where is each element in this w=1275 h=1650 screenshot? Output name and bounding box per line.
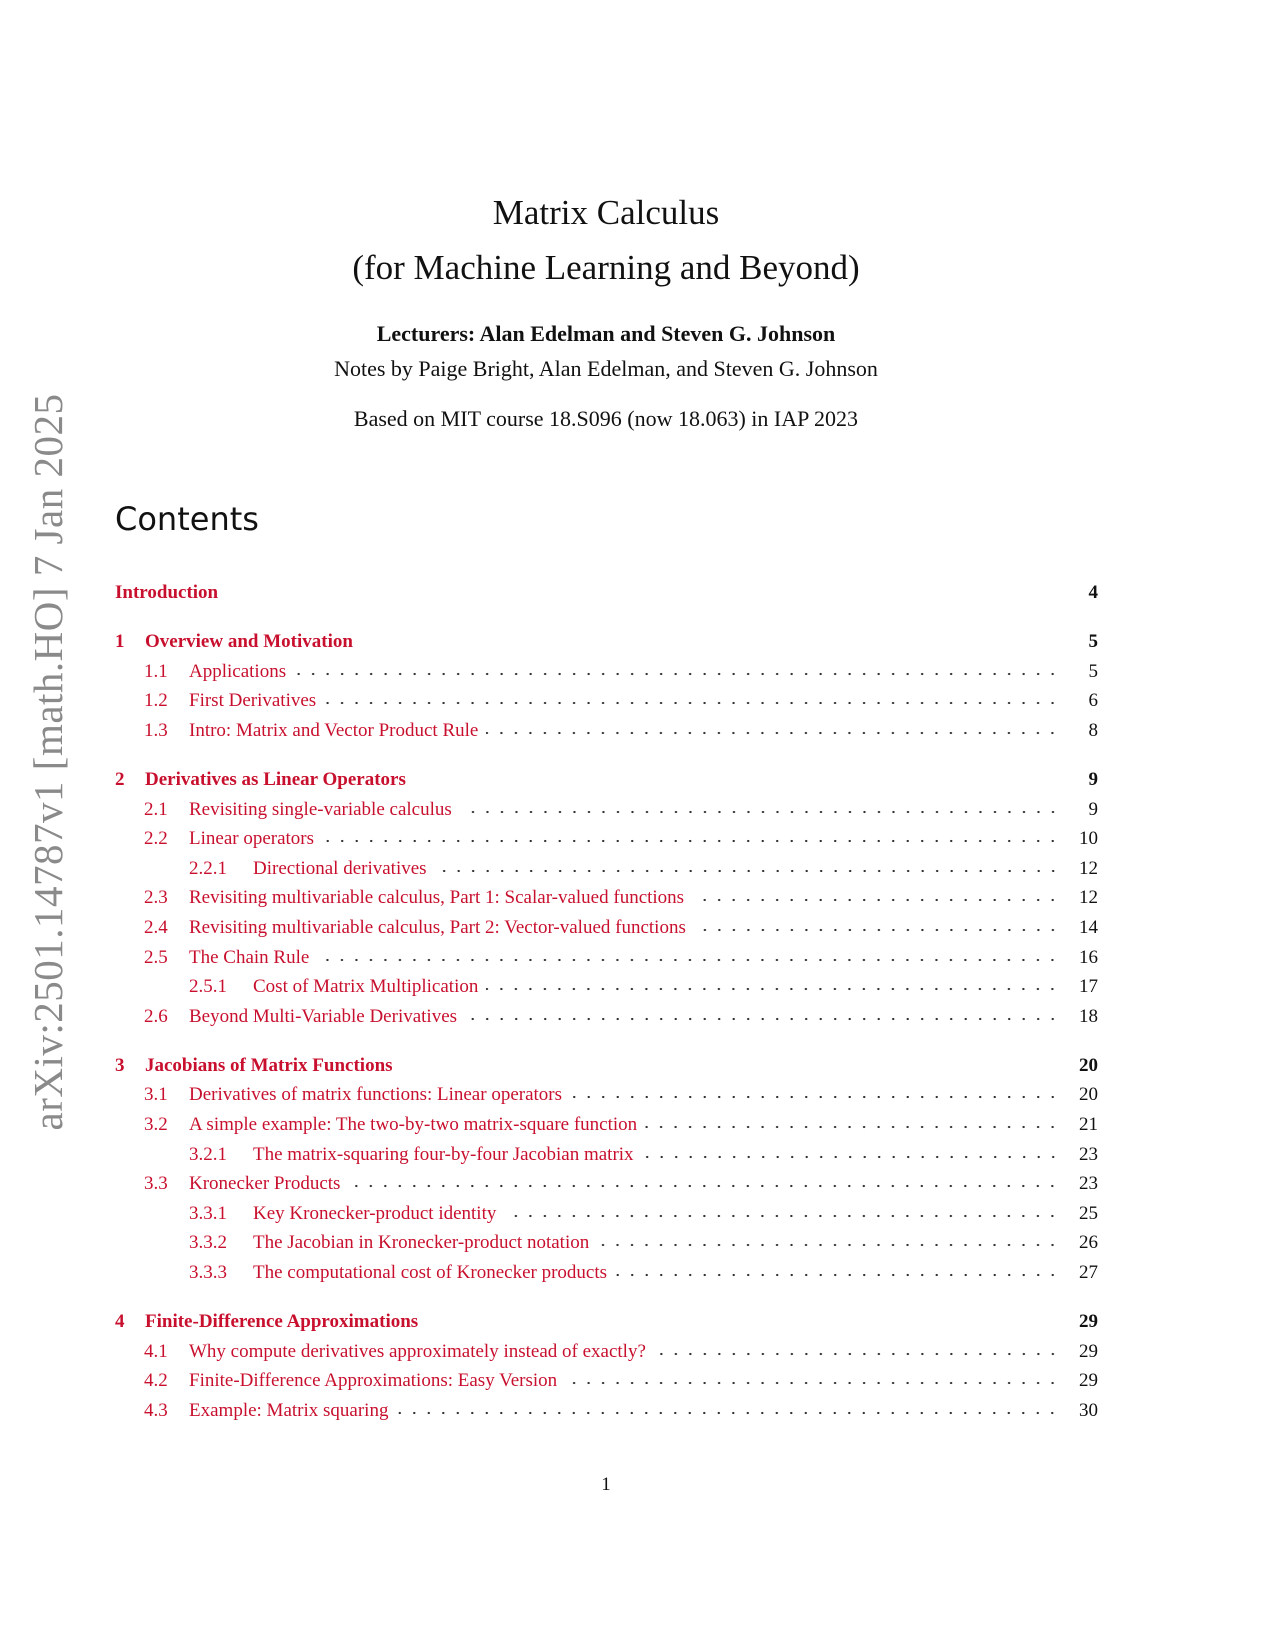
toc-page: 20 — [1079, 1054, 1098, 1076]
toc-page: 9 — [1088, 768, 1098, 790]
toc-page: 5 — [1088, 631, 1098, 653]
dot-leader — [694, 927, 1060, 933]
toc-section-link[interactable] — [115, 1311, 1098, 1341]
toc-title: Jacobians of Matrix Functions — [145, 1054, 393, 1076]
toc-page: 12 — [1079, 857, 1098, 879]
toc-number: 2.4 — [144, 916, 168, 938]
page-number: 1 — [601, 1474, 611, 1495]
toc-title: Introduction — [115, 582, 219, 603]
toc-page: 23 — [1079, 1143, 1098, 1165]
toc-subsection-link[interactable] — [115, 1173, 1098, 1203]
toc-number: 4 — [115, 1311, 125, 1333]
toc-subsection-link[interactable] — [115, 1341, 1098, 1371]
toc-subsection-link[interactable] — [115, 858, 1098, 888]
toc-number: 2.6 — [144, 1005, 168, 1027]
toc-page: 12 — [1079, 887, 1098, 909]
toc-title: Intro: Matrix and Vector Product Rule — [189, 719, 479, 741]
toc-number: 4.1 — [144, 1340, 168, 1362]
toc-subsection-link[interactable] — [115, 799, 1098, 829]
toc-section-link[interactable] — [115, 769, 1098, 799]
toc-title: Finite-Difference Approximations: Easy Version — [189, 1370, 558, 1392]
toc-title: Revisiting multivariable calculus, Part 1: Scalar-valued functions — [189, 887, 685, 909]
toc-subsection-link[interactable] — [115, 976, 1098, 1006]
notes-authors: Notes by Paige Bright, Alan Edelman, and Steven G. Johnson — [334, 356, 878, 381]
toc-number: 3.2.1 — [189, 1143, 227, 1165]
dot-leader — [294, 671, 1060, 677]
toc-number: 3.2 — [144, 1114, 168, 1135]
toc-page: 10 — [1079, 828, 1098, 850]
arxiv-stamp: arXiv:2501.14787v1 [math.HO] 7 Jan 2025 — [25, 393, 71, 1131]
toc-page: 4 — [1088, 582, 1098, 603]
toc-number: 2.3 — [144, 887, 168, 909]
toc-number: 1.1 — [144, 660, 168, 682]
toc-subsection-link[interactable] — [115, 1400, 1098, 1430]
toc-number: 1 — [115, 631, 125, 653]
dot-leader — [348, 1183, 1060, 1189]
toc-title: Why compute derivatives approximately instead of exactly? — [189, 1340, 646, 1362]
toc-subsection-link[interactable] — [115, 661, 1098, 691]
toc-title: Derivatives as Linear Operators — [145, 768, 406, 790]
toc-page: 8 — [1088, 719, 1098, 741]
toc-page: 29 — [1079, 1370, 1098, 1392]
toc-page: 23 — [1079, 1173, 1098, 1195]
toc-subsection-link[interactable] — [115, 1006, 1098, 1036]
toc-title: Beyond Multi-Variable Derivatives — [189, 1005, 458, 1027]
toc-number: 2.2 — [144, 828, 168, 850]
dot-leader — [615, 1272, 1060, 1278]
dot-leader — [396, 1410, 1060, 1416]
toc-page: 27 — [1079, 1261, 1098, 1283]
lecturers: Lecturers: Alan Edelman and Steven G. Johnson — [376, 321, 836, 346]
dot-leader — [414, 779, 1060, 785]
toc-subsection-link[interactable] — [115, 917, 1098, 947]
dot-leader — [504, 1213, 1060, 1219]
toc-page: 29 — [1079, 1340, 1098, 1362]
toc-subsection-link[interactable] — [115, 1370, 1098, 1400]
toc-number: 3.3.2 — [189, 1232, 227, 1254]
toc-number: 3 — [115, 1054, 125, 1076]
dot-leader — [324, 700, 1060, 706]
toc-title: Revisiting multivariable calculus, Part 2: Vector-valued functions — [189, 916, 686, 938]
toc-title: Finite-Difference Approximations — [145, 1311, 419, 1333]
toc-page: 17 — [1079, 976, 1098, 998]
toc-subsection-link[interactable] — [115, 1203, 1098, 1233]
toc-title: The Jacobian in Kronecker-product notation — [253, 1232, 590, 1254]
toc-title: Linear operators — [189, 828, 315, 850]
toc-subsection-link[interactable] — [115, 1144, 1098, 1174]
toc-subsection-link[interactable] — [115, 828, 1098, 858]
toc-title: A simple example: The two-by-two matrix-square function — [189, 1114, 638, 1135]
toc-subsection-link[interactable] — [115, 1262, 1098, 1292]
toc-title: Directional derivatives — [253, 857, 427, 879]
dot-leader — [597, 1242, 1060, 1248]
dot-leader — [486, 730, 1060, 736]
toc-page: 25 — [1079, 1202, 1098, 1224]
toc-subsection-link[interactable] — [115, 1232, 1098, 1262]
toc-title: Derivatives of matrix functions: Linear operators — [189, 1084, 563, 1106]
toc-page: 29 — [1079, 1311, 1098, 1333]
dot-leader — [226, 592, 1060, 598]
toc-subsection-link[interactable] — [115, 1114, 1098, 1144]
dot-leader — [361, 641, 1060, 647]
toc-title: The Chain Rule — [189, 946, 310, 968]
dot-leader — [654, 1351, 1060, 1357]
toc-subsection-link[interactable] — [115, 947, 1098, 977]
dot-leader — [692, 897, 1060, 903]
dot-leader — [565, 1380, 1060, 1386]
toc-number: 1.3 — [144, 719, 168, 741]
toc-number: 2.1 — [144, 798, 168, 820]
dot-leader — [486, 986, 1060, 992]
dot-leader — [645, 1124, 1060, 1130]
toc-number: 3.1 — [144, 1084, 168, 1106]
toc-title: Cost of Matrix Multiplication — [253, 976, 479, 998]
table-of-contents — [115, 582, 1098, 1429]
toc-page: 9 — [1088, 798, 1098, 820]
toc-subsection-link[interactable] — [115, 887, 1098, 917]
toc-number: 3.3.1 — [189, 1202, 227, 1224]
toc-title: First Derivatives — [189, 690, 317, 712]
dot-leader — [426, 1321, 1060, 1327]
dot-leader — [322, 838, 1060, 844]
toc-number: 2.2.1 — [189, 857, 227, 879]
toc-number: 4.3 — [144, 1399, 168, 1421]
toc-page: 16 — [1079, 946, 1098, 968]
toc-number: 1.2 — [144, 690, 168, 712]
toc-number: 4.2 — [144, 1370, 168, 1392]
toc-subsection-link[interactable] — [115, 720, 1098, 750]
toc-number: 2 — [115, 768, 125, 790]
toc-page: 5 — [1088, 660, 1098, 682]
dot-leader — [570, 1094, 1060, 1100]
toc-number: 2.5 — [144, 946, 168, 968]
toc-title: Kronecker Products — [189, 1173, 341, 1195]
toc-title: Example: Matrix squaring — [189, 1399, 389, 1421]
toc-title: Overview and Motivation — [145, 631, 353, 653]
toc-page: 30 — [1079, 1399, 1098, 1421]
toc-title: The matrix-squaring four-by-four Jacobian matrix — [253, 1143, 634, 1165]
dot-leader — [401, 1065, 1060, 1071]
toc-number: 2.5.1 — [189, 976, 227, 998]
toc-page: 6 — [1088, 690, 1098, 712]
toc-section-link[interactable] — [115, 631, 1098, 661]
dot-leader — [465, 1016, 1060, 1022]
toc-page: 20 — [1079, 1084, 1098, 1106]
paper-subtitle: (for Machine Learning and Beyond) — [352, 248, 860, 287]
dot-leader — [317, 957, 1060, 963]
toc-section-link[interactable] — [115, 582, 1098, 612]
toc-section-link[interactable] — [115, 1055, 1098, 1085]
toc-page: 14 — [1079, 916, 1098, 938]
paper-title: Matrix Calculus — [492, 193, 720, 232]
toc-page: 21 — [1079, 1114, 1098, 1135]
toc-subsection-link[interactable] — [115, 1084, 1098, 1114]
toc-title: Key Kronecker-product identity — [253, 1202, 497, 1224]
toc-page: 18 — [1079, 1005, 1098, 1027]
toc-number: 3.3 — [144, 1173, 168, 1195]
toc-title: Applications — [189, 660, 287, 682]
toc-page: 26 — [1079, 1232, 1098, 1254]
toc-subsection-link[interactable] — [115, 690, 1098, 720]
toc-title: Revisiting single-variable calculus — [189, 798, 452, 820]
course-info: Based on MIT course 18.S096 (now 18.063) in IAP 2023 — [353, 406, 859, 431]
toc-title: The computational cost of Kronecker products — [253, 1261, 608, 1283]
toc-number: 3.3.3 — [189, 1261, 227, 1283]
contents-heading: Contents — [115, 500, 259, 538]
dot-leader — [435, 868, 1060, 874]
dot-leader — [642, 1154, 1060, 1160]
dot-leader — [460, 809, 1060, 815]
